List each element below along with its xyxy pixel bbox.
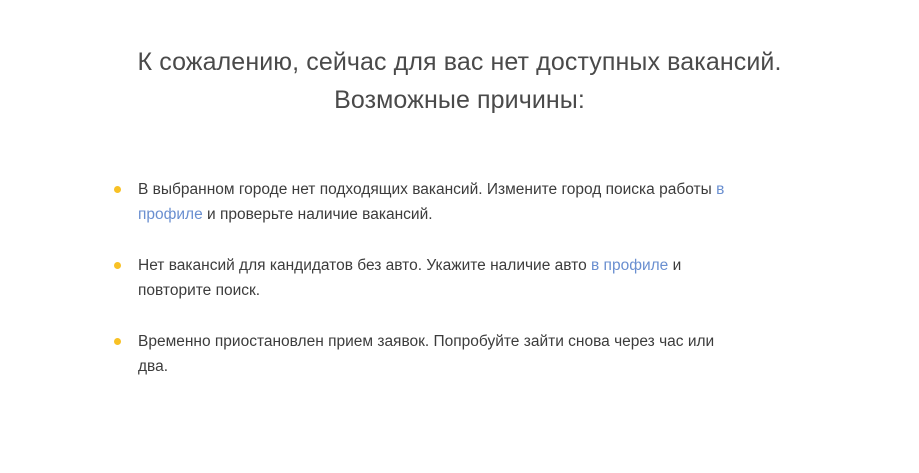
profile-link[interactable]: в профиле xyxy=(138,180,725,223)
empty-vacancies-page xyxy=(0,17,919,473)
reason-text-after: и проверьте наличие вакансий. xyxy=(202,205,433,223)
reasons-list xyxy=(110,177,730,379)
page-title-line-1: К сожалению, сейчас для вас нет доступных вакансий. xyxy=(137,47,782,76)
reason-text-before: В выбранном городе нет подходящих вакансий. Измените город поиска работы xyxy=(138,180,717,198)
reason-text-before: Нет вакансий для кандидатов без авто. Укажите наличие авто xyxy=(138,256,592,274)
list-item xyxy=(110,253,730,303)
page-title-line-2: Возможные причины: xyxy=(334,85,585,114)
list-item xyxy=(110,329,730,379)
reason-text-after: и повторите поиск. xyxy=(138,256,682,299)
list-item xyxy=(110,177,730,227)
bullet-icon xyxy=(114,262,121,269)
page-title xyxy=(0,17,919,119)
bullet-icon xyxy=(114,338,121,345)
profile-link[interactable]: в профиле xyxy=(591,256,669,274)
reason-text-before: Временно приостановлен прием заявок. Попробуйте зайти снова через час или два. xyxy=(138,332,715,375)
bullet-icon xyxy=(114,186,121,193)
